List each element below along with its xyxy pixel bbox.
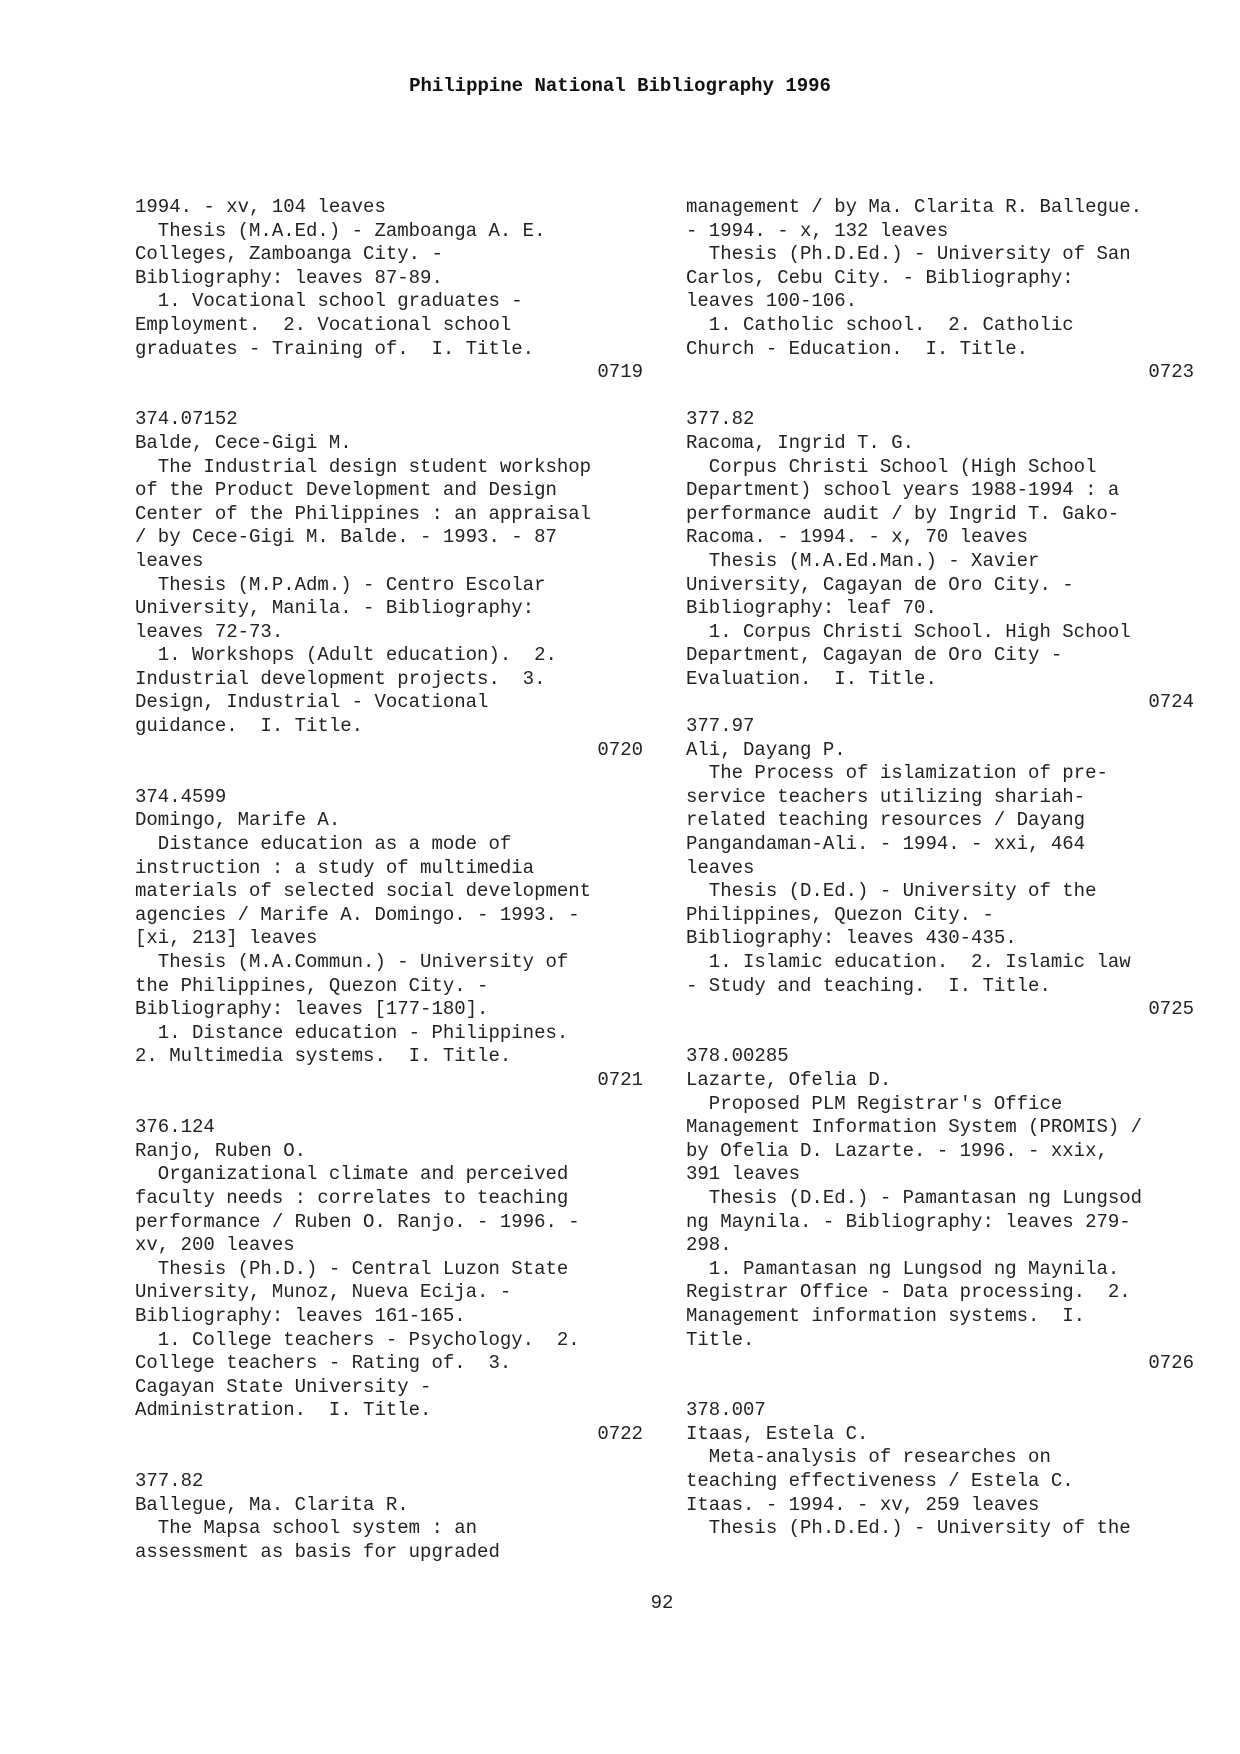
text-line: Thesis (M.P.Adm.) - Centro Escolar: [135, 573, 546, 596]
text-line: Thesis (Ph.D.) - Central Luzon State: [135, 1257, 569, 1280]
text-line: leaves 100-106.: [686, 290, 858, 313]
text-line: Cagayan State University -: [135, 1375, 432, 1398]
text-line: faculty needs : correlates to teaching: [135, 1186, 569, 1209]
text-line: leaves: [686, 856, 755, 879]
text-line: 374.07152: [135, 408, 238, 431]
text-line: Thesis (Ph.D.Ed.) - University of the: [686, 1517, 1131, 1540]
text-line: Employment. 2. Vocational school: [135, 313, 512, 336]
text-line: Management Information System (PROMIS) /: [686, 1116, 1143, 1139]
text-line: assessment as basis for upgraded: [135, 1540, 500, 1563]
text-line: 1. Workshops (Adult education). 2.: [135, 644, 557, 667]
text-line: Department) school years 1988-1994 : a: [686, 479, 1120, 502]
text-line: management / by Ma. Clarita R. Ballegue.: [686, 196, 1143, 218]
text-line: materials of selected social development: [135, 880, 592, 903]
text-line: performance / Ruben O. Ranjo. - 1996. -: [135, 1210, 580, 1233]
text-line: University, Munoz, Nueva Ecija. -: [135, 1281, 512, 1304]
entry-number: 0719: [597, 361, 643, 384]
text-line: 1. Corpus Christi School. High School: [686, 620, 1131, 643]
text-line: Racoma. - 1994. - x, 70 leaves: [686, 526, 1029, 549]
blank-line: [686, 1022, 1194, 1046]
text-line: Bibliography: leaves [177-180].: [135, 998, 489, 1021]
text-line: leaves 72-73.: [135, 620, 284, 643]
text-line: Thesis (M.A.Commun.) - University of: [135, 951, 569, 973]
text-line: Lazarte, Ofelia D.: [686, 1068, 892, 1091]
text-line: Center of the Philippines : an appraisal: [135, 502, 592, 525]
page-number: 92: [650, 1592, 674, 1614]
text-line: Department, Cagayan de Oro City -: [686, 644, 1063, 667]
text-line: 378.00285: [686, 1045, 789, 1068]
text-line: Thesis (D.Ed.) - Pamantasan ng Lungsod: [686, 1186, 1143, 1209]
text-line: Registrar Office - Data processing. 2.: [686, 1281, 1131, 1304]
text-line: Ali, Dayang P.: [686, 738, 846, 761]
text-line: Bibliography: leaves 161-165.: [135, 1304, 466, 1327]
text-line: College teachers - Rating of. 3.: [135, 1352, 512, 1375]
text-line: 374.4599: [135, 785, 227, 808]
text-line: University, Manila. - Bibliography:: [135, 597, 535, 620]
text-line: Industrial development projects. 3.: [135, 667, 546, 690]
text-line: graduates - Training of. I. Title.: [135, 337, 535, 360]
text-line: [xi, 213] leaves: [135, 927, 318, 950]
text-line: 377.97: [686, 715, 755, 738]
text-line: Distance education as a mode of: [135, 833, 512, 856]
text-line: 2. Multimedia systems. I. Title.: [135, 1045, 512, 1068]
text-line: Church - Education. I. Title.: [686, 337, 1029, 360]
text-line: 1. Pamantasan ng Lungsod ng Maynila.: [686, 1257, 1120, 1280]
text-line: 1. Distance education - Philippines.: [135, 1021, 569, 1044]
text-line: Meta-analysis of researches on: [686, 1446, 1051, 1469]
entry-number: 0722: [597, 1422, 643, 1445]
text-line: Administration. I. Title.: [135, 1399, 432, 1422]
text-line: ng Maynila. - Bibliography: leaves 279-: [686, 1210, 1131, 1233]
text-line: Management information systems. I.: [686, 1304, 1086, 1327]
entry-number: 0724: [1148, 691, 1194, 714]
text-line: Racoma, Ingrid T. G.: [686, 431, 915, 454]
blank-line: [135, 762, 643, 786]
text-line: Bibliography: leaf 70.: [686, 597, 937, 620]
text-line: service teachers utilizing shariah-: [686, 785, 1086, 808]
text-line: 378.007: [686, 1399, 766, 1422]
text-line: Itaas, Estela C.: [686, 1422, 869, 1445]
text-line: instruction : a study of multimedia: [135, 856, 535, 879]
text-line: 1. Vocational school graduates -: [135, 290, 523, 313]
text-line: 1. Catholic school. 2. Catholic: [686, 313, 1074, 336]
text-line: by Ofelia D. Lazarte. - 1996. - xxix,: [686, 1139, 1108, 1162]
text-line: Philippines, Quezon City. -: [686, 903, 994, 926]
text-line: 1994. - xv, 104 leaves: [135, 196, 386, 218]
text-line: Thesis (M.A.Ed.) - Zamboanga A. E.: [135, 219, 546, 242]
text-line: 298.: [686, 1234, 732, 1257]
blank-line: [135, 1093, 643, 1117]
text-line: guidance. I. Title.: [135, 715, 364, 738]
text-line: Bibliography: leaves 430-435.: [686, 927, 1017, 950]
text-line: 377.82: [686, 408, 755, 431]
text-line: Balde, Cece-Gigi M.: [135, 431, 352, 454]
text-line: Colleges, Zamboanga City. -: [135, 243, 443, 266]
text-line: University, Cagayan de Oro City. -: [686, 573, 1074, 596]
blank-line: [135, 1446, 643, 1470]
entry-number: 0726: [1148, 1352, 1194, 1375]
text-line: Itaas. - 1994. - xv, 259 leaves: [686, 1493, 1040, 1516]
text-line: Bibliography: leaves 87-89.: [135, 266, 443, 289]
text-line: 376.124: [135, 1116, 215, 1139]
text-line: Carlos, Cebu City. - Bibliography:: [686, 266, 1074, 289]
text-line: - 1994. - x, 132 leaves: [686, 219, 949, 242]
text-line: Thesis (Ph.D.Ed.) - University of San: [686, 243, 1131, 266]
text-line: Evaluation. I. Title.: [686, 667, 937, 690]
text-line: The Industrial design student workshop: [135, 455, 592, 478]
entry-number: 0720: [597, 738, 643, 761]
entry-number: 0725: [1148, 998, 1194, 1021]
text-line: Pangandaman-Ali. - 1994. - xxi, 464: [686, 833, 1086, 856]
text-line: Proposed PLM Registrar's Office: [686, 1092, 1063, 1115]
text-line: related teaching resources / Dayang: [686, 809, 1086, 832]
text-line: xv, 200 leaves: [135, 1234, 295, 1257]
text-line: Domingo, Marife A.: [135, 809, 341, 832]
text-line: Corpus Christi School (High School: [686, 455, 1097, 478]
right-column: [686, 196, 1194, 1541]
text-line: the Philippines, Quezon City. -: [135, 974, 489, 997]
blank-line: [686, 1376, 1194, 1400]
text-line: 1. Islamic education. 2. Islamic law: [686, 951, 1131, 973]
text-line: agencies / Marife A. Domingo. - 1993. -: [135, 903, 580, 926]
text-line: / by Cece-Gigi M. Balde. - 1993. - 87: [135, 526, 557, 549]
text-line: 377.82: [135, 1470, 204, 1493]
text-line: Ranjo, Ruben O.: [135, 1139, 307, 1162]
page-title: Philippine National Bibliography 1996: [409, 75, 831, 97]
text-line: The Process of islamization of pre-: [686, 762, 1108, 785]
entry-number: 0721: [597, 1068, 643, 1091]
text-line: Ballegue, Ma. Clarita R.: [135, 1493, 409, 1516]
text-line: Organizational climate and perceived: [135, 1163, 569, 1186]
text-line: performance audit / by Ingrid T. Gako-: [686, 502, 1120, 525]
text-line: The Mapsa school system : an: [135, 1517, 478, 1540]
text-line: - Study and teaching. I. Title.: [686, 974, 1051, 997]
text-line: Design, Industrial - Vocational: [135, 691, 489, 714]
text-line: of the Product Development and Design: [135, 479, 557, 502]
blank-line: [686, 385, 1194, 409]
text-line: Title.: [686, 1328, 755, 1351]
left-column: [135, 196, 643, 1564]
text-line: leaves: [135, 549, 204, 572]
text-line: teaching effectiveness / Estela C.: [686, 1470, 1074, 1493]
blank-line: [135, 385, 643, 409]
text-line: 1. College teachers - Psychology. 2.: [135, 1328, 580, 1351]
text-line: Thesis (D.Ed.) - University of the: [686, 880, 1097, 903]
text-line: 391 leaves: [686, 1163, 801, 1186]
entry-number: 0723: [1148, 361, 1194, 384]
text-line: Thesis (M.A.Ed.Man.) - Xavier: [686, 549, 1040, 572]
